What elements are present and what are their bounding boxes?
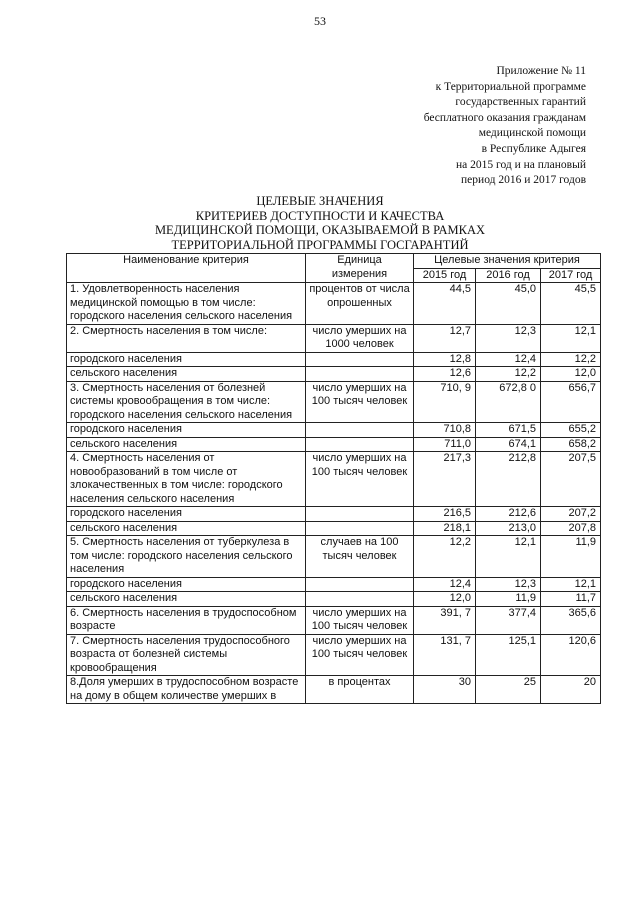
value-2016-cell: 672,8 0: [476, 381, 541, 423]
unit-cell: [306, 352, 414, 367]
table-row: [67, 381, 601, 423]
value-2017-cell: 120,6: [541, 634, 601, 676]
value-2015-cell: 44,5: [414, 283, 476, 325]
value-2016-cell: 11,9: [476, 592, 541, 607]
unit-cell: [306, 577, 414, 592]
criterion-name-cell: 7. Смертность населения трудоспособного возраста от болезней системы кровообращения: [67, 634, 306, 676]
unit-cell: случаев на 100 тысяч человек: [306, 536, 414, 578]
criterion-name-cell: 8.Доля умерших в трудоспособном возрасте на дому в общем количестве умерших в: [67, 676, 306, 704]
value-2015-cell: 12,8: [414, 352, 476, 367]
value-2017-cell: 655,2: [541, 423, 601, 438]
value-2017-cell: 12,2: [541, 352, 601, 367]
unit-cell: в процентах: [306, 676, 414, 704]
page-number: 53: [314, 14, 326, 28]
value-2016-cell: 45,0: [476, 283, 541, 325]
table-row: [67, 437, 601, 452]
title-line: КРИТЕРИЕВ ДОСТУПНОСТИ И КАЧЕСТВА: [195, 208, 445, 223]
criterion-name-cell: сельского населения: [67, 367, 306, 382]
table-row: [67, 283, 601, 325]
value-2016-cell: 25: [476, 676, 541, 704]
criterion-name-cell: сельского населения: [67, 592, 306, 607]
criterion-name-cell: сельского населения: [67, 521, 306, 536]
value-2016-cell: 671,5: [476, 423, 541, 438]
value-2015-cell: 710,8: [414, 423, 476, 438]
value-2017-cell: 45,5: [541, 283, 601, 325]
unit-cell: число умерших на 1000 человек: [306, 324, 414, 352]
value-2017-cell: 12,1: [541, 324, 601, 352]
value-2017-cell: 658,2: [541, 437, 601, 452]
unit-cell: [306, 521, 414, 536]
value-2015-cell: 12,4: [414, 577, 476, 592]
table-row: [67, 592, 601, 607]
value-2017-cell: 207,8: [541, 521, 601, 536]
value-2016-cell: 213,0: [476, 521, 541, 536]
criterion-name-cell: 1. Удовлетворенность населения медицинской помощью в том числе: городского населения сельского населения: [67, 283, 306, 325]
criteria-table: [66, 253, 601, 704]
criterion-name-cell: 4. Смертность населения от новообразований в том числе от злокачественных в том числе: городского населения сельского населения: [67, 452, 306, 507]
appendix-line: Приложение № 11: [496, 65, 586, 77]
value-2015-cell: 218,1: [414, 521, 476, 536]
criterion-name-cell: 6. Смертность населения в трудоспособном возрасте: [67, 606, 306, 634]
value-2017-cell: 656,7: [541, 381, 601, 423]
value-2015-cell: 216,5: [414, 507, 476, 522]
value-2017-cell: 11,7: [541, 592, 601, 607]
unit-cell: [306, 592, 414, 607]
value-2017-cell: 12,1: [541, 577, 601, 592]
value-2016-cell: 125,1: [476, 634, 541, 676]
unit-cell: число умерших на 100 тысяч человек: [306, 381, 414, 423]
criterion-name-cell: городского населения: [67, 423, 306, 438]
value-2015-cell: 12,0: [414, 592, 476, 607]
table-row: [67, 634, 601, 676]
table-row: [67, 423, 601, 438]
unit-cell: число умерших на 100 тысяч человек: [306, 452, 414, 507]
header-criterion-name: Наименование критерия: [67, 254, 306, 283]
criterion-name-cell: 3. Смертность населения от болезней системы кровообращения в том числе: городского населения сельского населения: [67, 381, 306, 423]
title-line: МЕДИЦИНСКОЙ ПОМОЩИ, ОКАЗЫВАЕМОЙ В РАМКАХ: [154, 223, 486, 238]
table-body: [67, 283, 601, 704]
table-row: [67, 507, 601, 522]
value-2017-cell: 207,2: [541, 507, 601, 522]
value-2016-cell: 12,3: [476, 324, 541, 352]
value-2017-cell: 207,5: [541, 452, 601, 507]
value-2017-cell: 365,6: [541, 606, 601, 634]
value-2016-cell: 12,2: [476, 367, 541, 382]
appendix-line: к Территориальной программе: [435, 80, 586, 93]
header-year-2017: 2017 год: [541, 268, 601, 283]
table-row: [67, 367, 601, 382]
value-2015-cell: 12,7: [414, 324, 476, 352]
unit-cell: [306, 437, 414, 452]
header-unit: Единица измерения: [306, 254, 414, 283]
title-line: ТЕРРИТОРИАЛЬНОЙ ПРОГРАММЫ ГОСГАРАНТИЙ: [171, 237, 469, 252]
value-2016-cell: 377,4: [476, 606, 541, 634]
unit-cell: процентов от числа опрошенных: [306, 283, 414, 325]
unit-cell: [306, 367, 414, 382]
value-2015-cell: 217,3: [414, 452, 476, 507]
criterion-name-cell: городского населения: [67, 577, 306, 592]
value-2016-cell: 12,4: [476, 352, 541, 367]
value-2016-cell: 212,8: [476, 452, 541, 507]
header-year-2016: 2016 год: [476, 268, 541, 283]
appendix-note: [326, 64, 586, 189]
unit-cell: [306, 507, 414, 522]
table-header-row: [67, 254, 601, 269]
unit-cell: число умерших на 100 тысяч человек: [306, 634, 414, 676]
value-2017-cell: 12,0: [541, 367, 601, 382]
value-2015-cell: 391, 7: [414, 606, 476, 634]
criterion-name-cell: сельского населения: [67, 437, 306, 452]
criterion-name-cell: 5. Смертность населения от туберкулеза в том числе: городского населения сельского населения: [67, 536, 306, 578]
unit-cell: число умерших на 100 тысяч человек: [306, 606, 414, 634]
header-target-values: Целевые значения критерия: [414, 254, 601, 269]
appendix-line: в Республике Адыгея: [481, 142, 586, 155]
appendix-line: государственных гарантий: [455, 96, 586, 109]
value-2017-cell: 11,9: [541, 536, 601, 578]
table-row: [67, 577, 601, 592]
table-row: [67, 536, 601, 578]
value-2015-cell: 12,2: [414, 536, 476, 578]
table-row: [67, 676, 601, 704]
table-row: [67, 452, 601, 507]
criterion-name-cell: 2. Смертность населения в том числе:: [67, 324, 306, 352]
appendix-line: медицинской помощи: [478, 127, 586, 140]
table-row: [67, 521, 601, 536]
value-2015-cell: 711,0: [414, 437, 476, 452]
document-title: [150, 194, 490, 252]
table-row: [67, 324, 601, 352]
header-year-2015: 2015 год: [414, 268, 476, 283]
unit-cell: [306, 423, 414, 438]
value-2015-cell: 710, 9: [414, 381, 476, 423]
appendix-line: бесплатного оказания гражданам: [423, 111, 586, 124]
value-2015-cell: 12,6: [414, 367, 476, 382]
value-2015-cell: 131, 7: [414, 634, 476, 676]
table-row: [67, 352, 601, 367]
value-2016-cell: 12,1: [476, 536, 541, 578]
title-line: ЦЕЛЕВЫЕ ЗНАЧЕНИЯ: [256, 194, 384, 208]
value-2017-cell: 20: [541, 676, 601, 704]
value-2016-cell: 674,1: [476, 437, 541, 452]
value-2015-cell: 30: [414, 676, 476, 704]
value-2016-cell: 212,6: [476, 507, 541, 522]
value-2016-cell: 12,3: [476, 577, 541, 592]
criterion-name-cell: городского населения: [67, 507, 306, 522]
appendix-line: период 2016 и 2017 годов: [461, 174, 586, 187]
criterion-name-cell: городского населения: [67, 352, 306, 367]
appendix-line: на 2015 год и на плановый: [456, 158, 586, 171]
table-row: [67, 606, 601, 634]
